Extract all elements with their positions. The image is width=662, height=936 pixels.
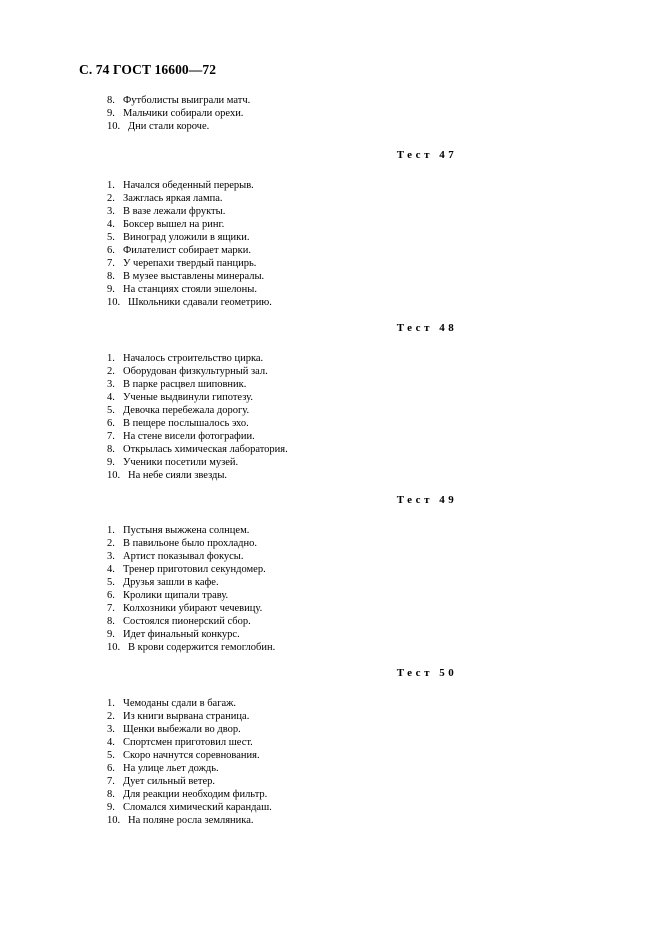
list-item <box>107 537 587 550</box>
item-text: Дни стали короче. <box>128 121 210 132</box>
item-number: 1. <box>107 353 115 364</box>
list-item <box>107 602 587 615</box>
item-number: 2. <box>107 193 115 204</box>
item-text: Началось строительство цирка. <box>123 353 264 364</box>
item-number: 7. <box>107 431 115 442</box>
list-item <box>107 417 587 430</box>
list-item <box>107 244 587 257</box>
item-number: 3. <box>107 206 115 217</box>
item-text: В пещере послышалось эхо. <box>123 418 249 429</box>
item-text: Для реакции необходим фильтр. <box>123 789 268 800</box>
item-text: Идет финальный конкурс. <box>123 629 240 640</box>
item-number: 8. <box>107 444 115 455</box>
item-number: 7. <box>107 258 115 269</box>
item-number: 1. <box>107 525 115 536</box>
item-text: У черепахи твердый панцирь. <box>123 258 257 269</box>
list-item <box>107 179 587 192</box>
list-item <box>107 456 587 469</box>
item-number: 6. <box>107 418 115 429</box>
item-number: 4. <box>107 737 115 748</box>
section-title: Тест 49 <box>396 494 458 506</box>
test-48-section <box>107 322 587 482</box>
page-header: С. 74 ГОСТ 16600—72 <box>79 62 217 77</box>
list-item <box>107 775 587 788</box>
item-number: 9. <box>107 284 115 295</box>
item-text: На поляне росла земляника. <box>128 815 254 826</box>
item-text: На небе сияли звезды. <box>128 470 228 481</box>
item-text: На улице льет дождь. <box>123 763 219 774</box>
item-text: Ученики посетили музей. <box>123 457 239 468</box>
item-text: На стене висели фотографии. <box>123 431 255 442</box>
item-text: Спортсмен приготовил шест. <box>123 737 253 748</box>
list-item <box>107 628 587 641</box>
item-number: 7. <box>107 776 115 787</box>
list-item <box>107 576 587 589</box>
item-text: Чемоданы сдали в багаж. <box>123 698 237 709</box>
list-item <box>107 615 587 628</box>
item-text: Филателист собирает марки. <box>123 245 252 256</box>
list-item <box>107 469 587 482</box>
list-item <box>107 270 587 283</box>
item-text: Открылась химическая лаборатория. <box>123 444 288 455</box>
numbered-list <box>107 352 587 482</box>
item-text: Артист показывал фокусы. <box>123 551 244 562</box>
item-text: Зажглась яркая лампа. <box>123 193 223 204</box>
section-title: Тест 50 <box>396 667 458 679</box>
list-item <box>107 94 250 107</box>
item-number: 9. <box>107 108 115 119</box>
item-text: Пустыня выжжена солнцем. <box>123 525 250 536</box>
item-number: 9. <box>107 629 115 640</box>
item-number: 3. <box>107 379 115 390</box>
list-item <box>107 257 587 270</box>
test-49-section <box>107 494 587 654</box>
list-item <box>107 814 587 827</box>
item-number: 5. <box>107 405 115 416</box>
item-number: 2. <box>107 538 115 549</box>
list-item <box>107 107 250 120</box>
item-text: Школьники сдавали геометрию. <box>128 297 272 308</box>
list-item <box>107 443 587 456</box>
list-item <box>107 378 587 391</box>
item-text: Оборудован физкультурный зал. <box>123 366 268 377</box>
list-item <box>107 589 587 602</box>
list-item <box>107 192 587 205</box>
item-text: В вазе лежали фрукты. <box>123 206 226 217</box>
item-number: 8. <box>107 616 115 627</box>
item-number: 8. <box>107 95 115 106</box>
item-number: 3. <box>107 551 115 562</box>
item-text: Друзья зашли в кафе. <box>123 577 219 588</box>
numbered-list <box>107 94 250 133</box>
list-item <box>107 710 587 723</box>
test-50-section <box>107 667 587 827</box>
list-item <box>107 723 587 736</box>
item-number: 5. <box>107 232 115 243</box>
list-item <box>107 205 587 218</box>
list-item <box>107 801 587 814</box>
list-item <box>107 788 587 801</box>
item-number: 4. <box>107 392 115 403</box>
item-text: На станциях стояли эшелоны. <box>123 284 257 295</box>
item-text: Скоро начнутся соревнования. <box>123 750 260 761</box>
item-text: Колхозники убирают чечевицу. <box>123 603 263 614</box>
item-text: Мальчики собирали орехи. <box>123 108 244 119</box>
list-item <box>107 550 587 563</box>
item-text: Щенки выбежали во двор. <box>123 724 241 735</box>
item-text: Девочка перебежала дорогу. <box>123 405 250 416</box>
item-number: 4. <box>107 219 115 230</box>
item-number: 9. <box>107 457 115 468</box>
item-number: 4. <box>107 564 115 575</box>
item-number: 10. <box>107 297 121 308</box>
list-item <box>107 641 587 654</box>
item-text: Ученые выдвинули гипотезу. <box>123 392 253 403</box>
list-item <box>107 736 587 749</box>
item-number: 6. <box>107 245 115 256</box>
item-text: Кролики щипали траву. <box>123 590 229 601</box>
section-title: Тест 48 <box>396 322 458 334</box>
item-text: Начался обеденный перерыв. <box>123 180 254 191</box>
list-item <box>107 563 587 576</box>
item-number: 10. <box>107 815 121 826</box>
item-text: В крови содержится гемоглобин. <box>128 642 276 653</box>
list-item <box>107 404 587 417</box>
list-item <box>107 430 587 443</box>
list-item <box>107 218 587 231</box>
item-number: 7. <box>107 603 115 614</box>
item-text: Футболисты выиграли матч. <box>123 95 251 106</box>
list-item <box>107 524 587 537</box>
item-number: 10. <box>107 121 121 132</box>
numbered-list <box>107 697 587 827</box>
item-number: 6. <box>107 763 115 774</box>
list-item <box>107 296 587 309</box>
item-text: В музее выставлены минералы. <box>123 271 265 282</box>
item-number: 6. <box>107 590 115 601</box>
item-number: 10. <box>107 642 121 653</box>
item-text: В парке расцвел шиповник. <box>123 379 247 390</box>
item-text: Тренер приготовил секундомер. <box>123 564 266 575</box>
item-number: 1. <box>107 698 115 709</box>
item-text: Состоялся пионерский сбор. <box>123 616 251 627</box>
item-text: Дует сильный ветер. <box>123 776 216 787</box>
item-number: 8. <box>107 271 115 282</box>
item-number: 5. <box>107 750 115 761</box>
list-item <box>107 231 587 244</box>
item-number: 3. <box>107 724 115 735</box>
item-text: Из книги вырвана страница. <box>123 711 250 722</box>
numbered-list <box>107 524 587 654</box>
list-item <box>107 749 587 762</box>
test-47-section <box>107 149 587 309</box>
list-item <box>107 391 587 404</box>
item-text: Сломался химический карандаш. <box>123 802 272 813</box>
intro-list <box>107 94 250 133</box>
section-title: Тест 47 <box>396 149 458 161</box>
item-number: 5. <box>107 577 115 588</box>
item-number: 8. <box>107 789 115 800</box>
item-text: Боксер вышел на ринг. <box>123 219 225 230</box>
list-item <box>107 365 587 378</box>
item-number: 9. <box>107 802 115 813</box>
list-item <box>107 283 587 296</box>
list-item <box>107 352 587 365</box>
item-text: В павильоне было прохладно. <box>123 538 258 549</box>
list-item <box>107 762 587 775</box>
list-item <box>107 697 587 710</box>
item-number: 2. <box>107 366 115 377</box>
list-item <box>107 120 250 133</box>
item-number: 2. <box>107 711 115 722</box>
item-number: 10. <box>107 470 121 481</box>
item-number: 1. <box>107 180 115 191</box>
numbered-list <box>107 179 587 309</box>
item-text: Виноград уложили в ящики. <box>123 232 250 243</box>
